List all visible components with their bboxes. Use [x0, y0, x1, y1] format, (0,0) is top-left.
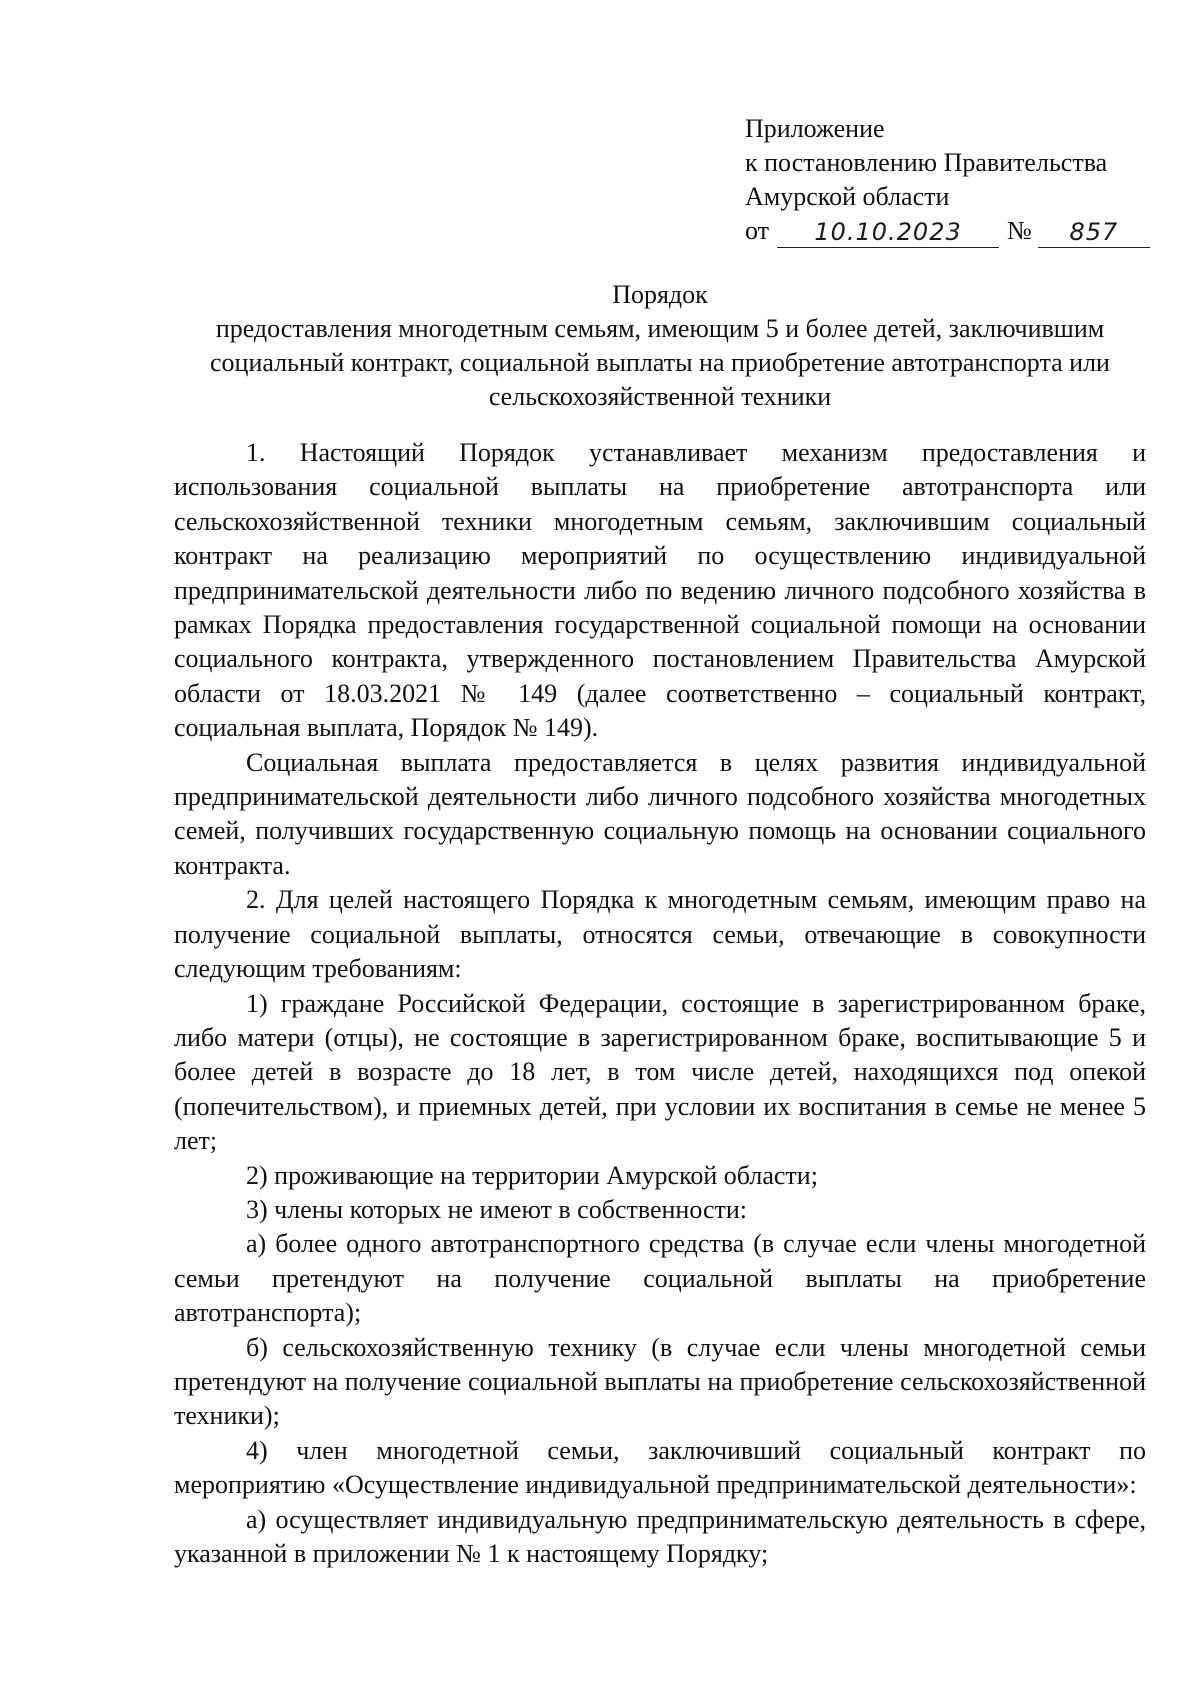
paragraph: а) осуществляет индивидуальную предпринимательскую деятельность в сфере, указанной в приложении № 1 к настоящему Порядку;	[174, 1504, 1146, 1568]
resolution-date: 10.10.2023	[777, 217, 999, 248]
document-body	[174, 436, 1146, 1571]
appendix-reference: к постановлению Правительства	[745, 148, 1108, 177]
appendix-region: Амурской области	[745, 182, 950, 211]
document-title-block	[150, 278, 1170, 414]
paragraph: 3) члены которых не имеют в собственности:	[246, 1194, 748, 1224]
resolution-details	[745, 214, 1165, 248]
paragraph: Социальная выплата предоставляется в целях развития индивидуальной предпринимательской деятельности либо личного подсобного хозяйства многодетных семей, получивших государственную социальную помощь на основании социального контракта.	[174, 747, 1146, 880]
document-title: Порядок	[612, 280, 708, 309]
paragraph: 2. Для целей настоящего Порядка к многодетным семьям, имеющим право на получение социальной выплаты, относятся семьи, отвечающие в совокупности следующим требованиям:	[174, 885, 1146, 984]
appendix-header	[745, 112, 1165, 248]
appendix-label: Приложение	[745, 114, 885, 143]
paragraph: 1. Настоящий Порядок устанавливает механизм предоставления и использования социальной выплаты на приобретение автотранспорта или сельскохозяйственной техники многодетным семьям, заключившим социальный контракт на реализацию мероприятий по осуществлению индивидуальной предпринимательской деятельности либо по ведению личного подсобного хозяйства в рамках Порядка предоставления государственной социальной помощи на основании социального контракта, утвержденного постановлением Правительства Амурской области от 18.03.2021 № 149 (далее соответственно – социальный контракт, социальная выплата, Порядок № 149).	[174, 438, 1146, 743]
paragraph: 1) граждане Российской Федерации, состоящие в зарегистрированном браке, либо матери (отцы), не состоящие в зарегистрированном браке, воспитывающие 5 и более детей в возрасте до 18 лет, в том числе детей, находящихся под опекой (попечительством), и приемных детей, при условии их воспитания в семье не менее 5 лет;	[174, 988, 1146, 1156]
resolution-number: 857	[1038, 217, 1150, 248]
number-sign: №	[1007, 216, 1032, 245]
paragraph: б) сельскохозяйственную технику (в случае если члены многодетной семьи претендуют на получение социальной выплаты на приобретение сельскохозяйственной техники);	[174, 1332, 1146, 1431]
document-subtitle: предоставления многодетным семьям, имеющим 5 и более детей, заключившим социальный контракт, социальной выплаты на приобретение автотранспорта или сельскохозяйственной техники	[210, 314, 1110, 411]
paragraph: 4) член многодетной семьи, заключивший социальный контракт по мероприятию «Осуществление индивидуальной предпринимательской деятельности»:	[174, 1435, 1146, 1500]
date-prefix: от	[745, 216, 770, 245]
paragraph: 2) проживающие на территории Амурской области;	[246, 1160, 818, 1190]
paragraph: а) более одного автотранспортного средства (в случае если члены многодетной семьи претендуют на получение социальной выплаты на приобретение автотранспорта);	[174, 1229, 1146, 1328]
